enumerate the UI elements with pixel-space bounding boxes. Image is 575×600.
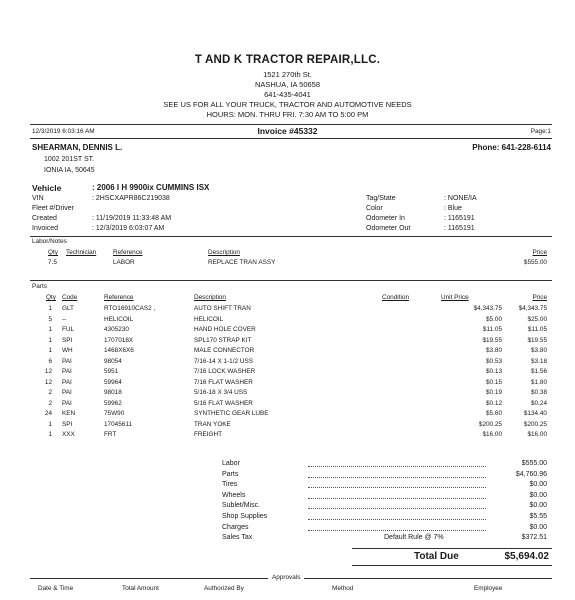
parts-cell-qty: 12 [44, 378, 52, 386]
approvals-col-employee: Employee [474, 585, 503, 592]
table-row [0, 316, 575, 326]
parts-cell-description: HELICOIL [194, 315, 224, 323]
approvals-title: Approvals [268, 574, 304, 581]
parts-cell-unit-price: $5.00 [486, 315, 502, 323]
parts-cell-code: PAI [62, 389, 72, 396]
parts-cell-price: $1.56 [531, 368, 547, 375]
parts-cell-description: 5/16 FLAT WASHER [194, 399, 253, 407]
total-due-label: Total Due [414, 551, 459, 562]
parts-cell-description: 7/16 FLAT WASHER [194, 378, 253, 386]
totals-leader-dots [308, 460, 486, 467]
approvals-col-date: Date & Time [38, 585, 74, 592]
fleet-driver-label: Fleet #/Driver [32, 205, 75, 212]
labor-section-label: Labor/Notes [32, 238, 67, 245]
parts-cell-code: -- [62, 315, 67, 323]
header-rule-bottom [30, 138, 552, 139]
totals-row [0, 502, 575, 512]
vehicle-value: : 2006 I H 9900ix CUMMINS ISX [92, 183, 210, 192]
table-row [0, 421, 575, 431]
parts-rule [30, 280, 552, 281]
parts-cell-price: $200.25 [523, 420, 547, 428]
created-value: : 11/19/2019 11:33:48 AM [92, 215, 172, 222]
parts-header-reference: Reference [104, 294, 134, 301]
labor-header-reference: Reference [113, 249, 143, 256]
parts-cell-unit-price: $11.05 [482, 326, 502, 333]
vin-value: : 2HSCXAPR86C219038 [92, 195, 170, 202]
totals-label: Sublet/Misc. [222, 502, 261, 510]
labor-row-qty: 7.5 [48, 259, 57, 266]
parts-cell-qty: 24 [44, 410, 52, 417]
parts-cell-description: HAND HOLE COVER [194, 326, 256, 333]
parts-cell-price: $3.80 [531, 347, 547, 354]
shop-phone: 641-435-4041 [264, 90, 311, 99]
parts-cell-description: SYNTHETIC GEAR LUBE [194, 410, 269, 417]
labor-row-price: $555.00 [523, 259, 547, 266]
invoice-number: Invoice #45332 [257, 126, 318, 136]
parts-cell-reference: 4305230 [104, 326, 129, 333]
vehicle-label: Vehicle [32, 183, 62, 193]
totals-label: Wheels [222, 491, 246, 499]
totals-value: $555.00 [521, 460, 547, 467]
totals-label: Tires [222, 481, 238, 489]
invoice-page: Page:1 [530, 128, 551, 135]
labor-row-reference: LABOR [113, 259, 135, 266]
odometer-in-value: : 1165191 [444, 215, 475, 222]
shop-address-line2: NASHUA, IA 50658 [254, 80, 321, 89]
tag-state-label: Tag/State [366, 195, 396, 202]
totals-leader-dots [308, 502, 486, 509]
totals-note: Default Rule @ 7% [384, 534, 444, 542]
customer-city: IONIA IA, 50645 [44, 167, 95, 174]
parts-cell-code: XXX [62, 431, 75, 438]
parts-cell-qty: 1 [48, 347, 52, 354]
parts-cell-code: PAI [62, 399, 72, 407]
total-due-value: $5,694.02 [504, 551, 549, 562]
table-row [0, 379, 575, 389]
totals-leader-dots [308, 513, 486, 520]
parts-header-unit-price: Unit Price [441, 294, 469, 301]
totals-row [0, 534, 575, 544]
shop-address-line1: 1521 270th St. [263, 70, 312, 79]
labor-header-price: Price [532, 249, 547, 256]
totals-row [0, 471, 575, 481]
parts-cell-price: $11.05 [527, 326, 547, 333]
parts-header-qty: Qty [46, 294, 56, 301]
parts-cell-code: SPI [62, 336, 73, 344]
totals-leader-dots [308, 481, 486, 488]
table-row [0, 431, 575, 441]
totals-label: Parts [222, 470, 239, 478]
totals-row [0, 492, 575, 502]
parts-cell-qty: 6 [48, 357, 52, 365]
parts-cell-reference: 1707018X [104, 336, 134, 344]
totals-value: $5.55 [529, 513, 547, 520]
parts-cell-unit-price: $19.55 [482, 336, 502, 344]
table-row [0, 410, 575, 420]
totals-value: $0.00 [529, 481, 547, 489]
totals-row [0, 513, 575, 523]
vin-label: VIN [32, 195, 44, 202]
parts-cell-price: $0.38 [531, 389, 547, 396]
parts-section-label: Parts [32, 283, 47, 290]
table-row [0, 368, 575, 378]
parts-cell-code: PAI [62, 368, 72, 375]
totals-value: $0.00 [529, 523, 547, 531]
parts-cell-unit-price: $4,343.75 [473, 305, 502, 312]
parts-cell-reference: 17045611 [104, 420, 132, 428]
approvals-col-method: Method [332, 585, 354, 592]
table-row [0, 347, 575, 357]
parts-header-code: Code [62, 294, 78, 301]
parts-cell-reference: 1468X6X6 [104, 347, 134, 354]
total-due-rule-bottom [352, 565, 552, 566]
parts-cell-unit-price: $0.15 [486, 378, 502, 386]
customer-name: SHEARMAN, DENNIS L. [32, 143, 123, 152]
parts-cell-unit-price: $0.13 [486, 368, 502, 375]
table-row [0, 358, 575, 368]
invoice-datetime: 12/3/2019 6:03:16 AM [32, 128, 95, 135]
totals-row [0, 460, 575, 470]
totals-leader-dots [308, 524, 486, 531]
labor-header-description: Description [208, 249, 240, 256]
totals-row [0, 524, 575, 534]
parts-cell-qty: 2 [48, 389, 52, 396]
parts-cell-price: $16.00 [527, 431, 547, 438]
shop-tagline: SEE US FOR ALL YOUR TRUCK, TRACTOR AND AUTOMOTIVE NEEDS [163, 100, 412, 109]
color-value: : Blue [444, 205, 462, 212]
parts-header-price: Price [532, 294, 547, 301]
parts-cell-description: 5/16-18 X 3/4 USS [194, 389, 248, 396]
parts-cell-unit-price: $200.25 [478, 420, 502, 428]
color-label: Color [366, 205, 383, 212]
parts-cell-unit-price: $16.00 [482, 431, 502, 438]
parts-cell-code: PAI [62, 378, 72, 386]
parts-cell-qty: 1 [48, 431, 52, 438]
table-row [0, 389, 575, 399]
shop-hours: HOURS: MON. THRU FRI. 7:30 AM TO 5:00 PM [206, 110, 369, 119]
approvals-col-authorized: Authorized By [204, 585, 244, 592]
parts-cell-description: SPL170 STRAP KIT [194, 336, 252, 344]
parts-cell-unit-price: $0.19 [486, 389, 502, 396]
parts-cell-description: AUTO SHIFT TRAN [194, 305, 251, 312]
table-row [0, 326, 575, 336]
parts-cell-price: $1.80 [531, 378, 547, 386]
total-due-rule [352, 548, 552, 549]
parts-cell-reference: 59962 [104, 399, 122, 407]
totals-value: $0.00 [529, 491, 547, 499]
parts-cell-price: $0.24 [531, 399, 547, 407]
parts-cell-code: FUL [62, 326, 75, 333]
parts-cell-code: SPI [62, 420, 73, 428]
parts-cell-price: $134.40 [523, 410, 547, 417]
parts-cell-reference: 98054 [104, 357, 122, 365]
labor-rule [30, 236, 552, 237]
parts-cell-reference: 98018 [104, 389, 122, 396]
parts-cell-price: $19.55 [527, 336, 547, 344]
shop-name: T AND K TRACTOR REPAIR,LLC. [194, 54, 381, 66]
parts-cell-description: FREIGHT [194, 431, 223, 438]
parts-cell-description: TRAN YOKE [194, 420, 231, 428]
parts-cell-price: $25.00 [527, 315, 547, 323]
table-row [0, 337, 575, 347]
labor-header-technician: Technician [66, 249, 97, 256]
customer-phone: Phone: 641-228-6114 [472, 143, 551, 152]
parts-cell-qty: 1 [48, 420, 52, 428]
parts-cell-unit-price: $5.60 [486, 410, 502, 417]
parts-cell-qty: 1 [48, 336, 52, 344]
totals-label: Labor [222, 460, 240, 467]
parts-cell-reference: 5951 [104, 368, 119, 375]
created-label: Created [32, 215, 57, 222]
parts-cell-qty: 1 [48, 326, 52, 333]
totals-value: $0.00 [529, 502, 547, 510]
totals-label: Charges [222, 523, 249, 531]
odometer-out-label: Odometer Out [366, 225, 411, 232]
parts-header-condition: Condition [382, 294, 410, 301]
approvals-col-amount: Total Amount [122, 585, 159, 592]
parts-cell-unit-price: $0.53 [486, 357, 502, 365]
parts-cell-price: $4,343.75 [518, 305, 547, 312]
invoiced-label: Invoiced [32, 225, 59, 232]
totals-label: Shop Supplies [222, 513, 268, 520]
totals-leader-dots [308, 471, 486, 478]
totals-value: $4,760.96 [515, 470, 547, 478]
parts-cell-code: KEN [62, 410, 76, 417]
totals-leader-dots [308, 492, 486, 499]
parts-cell-unit-price: $0.12 [486, 399, 502, 407]
parts-cell-description: MALE CONNECTOR [194, 347, 255, 354]
parts-header-description: Description [194, 294, 226, 301]
parts-cell-reference: HELICOIL [104, 315, 134, 323]
parts-cell-qty: 1 [48, 305, 52, 312]
parts-cell-price: $3.18 [531, 357, 547, 365]
header-rule-top [30, 124, 552, 125]
parts-cell-reference: 75W90 [104, 410, 125, 417]
parts-cell-qty: 5 [48, 315, 52, 323]
parts-cell-qty: 2 [48, 399, 52, 407]
parts-cell-reference: 59964 [104, 378, 122, 386]
odometer-in-label: Odometer In [366, 215, 405, 222]
customer-street: 1002 201ST ST. [44, 156, 95, 163]
parts-cell-code: PAI [62, 357, 72, 365]
parts-cell-qty: 12 [44, 368, 52, 375]
totals-value: $372.51 [521, 534, 547, 542]
parts-cell-description: 7/16-14 X 1-1/2 USS [194, 357, 253, 365]
labor-row-description: REPLACE TRAN ASSY [208, 259, 276, 266]
tag-state-value: : NONE/IA [444, 195, 477, 202]
totals-row [0, 481, 575, 491]
totals-label: Sales Tax [222, 534, 253, 542]
labor-header-qty: Qty [48, 249, 58, 256]
table-row [0, 305, 575, 315]
parts-cell-description: 7/16 LOCK WASHER [194, 368, 256, 375]
parts-cell-code: WH [62, 347, 73, 354]
invoiced-value: : 12/3/2019 6:03:07 AM [92, 225, 165, 232]
table-row [0, 400, 575, 410]
odometer-out-value: : 1165191 [444, 225, 475, 232]
parts-cell-unit-price: $3.80 [486, 347, 502, 354]
parts-cell-reference: FRT [104, 431, 117, 438]
parts-cell-code: GLT [62, 305, 74, 312]
parts-cell-reference: RTO16910CAS2 , [104, 305, 156, 312]
